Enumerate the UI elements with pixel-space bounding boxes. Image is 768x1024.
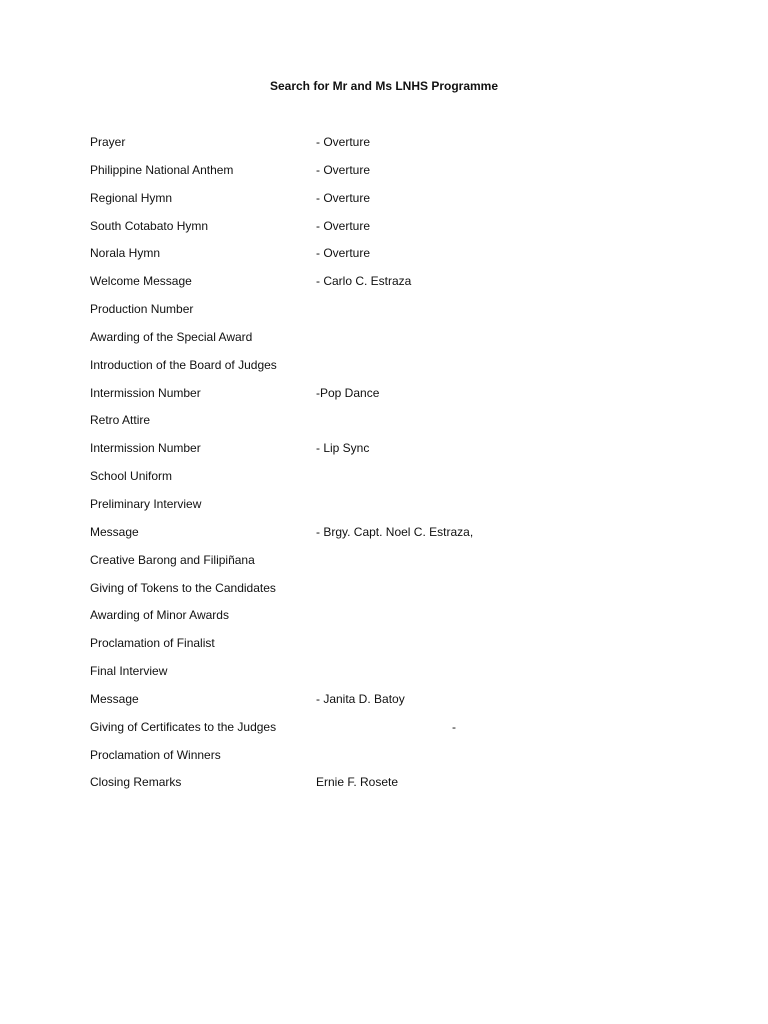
programme-row	[90, 189, 690, 217]
programme-list	[90, 133, 690, 801]
programme-row	[90, 773, 690, 801]
programme-detail: - Lip Sync	[316, 441, 370, 456]
programme-item: Message	[90, 524, 139, 539]
programme-item: Awarding of Minor Awards	[90, 608, 229, 623]
programme-row	[90, 300, 690, 328]
programme-item: South Cotabato Hymn	[90, 218, 209, 233]
programme-item: Introduction of the Board of Judges	[90, 357, 277, 372]
programme-item: Final Interview	[90, 664, 168, 679]
programme-item: Philippine National Anthem	[90, 162, 234, 177]
programme-item: Intermission Number	[90, 441, 201, 456]
programme-item: Giving of Tokens to the Candidates	[90, 580, 276, 595]
programme-item: Production Number	[90, 302, 194, 317]
programme-row	[90, 272, 690, 300]
programme-item: Preliminary Interview	[90, 496, 202, 511]
programme-row	[90, 523, 690, 551]
programme-detail: -Pop Dance	[316, 385, 380, 400]
programme-row	[90, 718, 690, 746]
programme-item: Prayer	[90, 135, 126, 149]
programme-row	[90, 133, 690, 161]
programme-detail: - Overture	[316, 246, 371, 261]
programme-row	[90, 495, 690, 523]
programme-detail: - Carlo C. Estraza	[316, 274, 412, 289]
programme-detail: - Janita D. Batoy	[316, 691, 405, 706]
programme-row	[90, 244, 690, 272]
programme-row	[90, 411, 690, 439]
programme-row	[90, 662, 690, 690]
programme-item: Awarding of the Special Award	[90, 329, 253, 344]
programme-item: Giving of Certificates to the Judges	[90, 719, 277, 734]
programme-item: Welcome Message	[90, 274, 192, 289]
programme-detail: - Brgy. Capt. Noel C. Estraza,	[316, 524, 474, 539]
programme-row	[90, 606, 690, 634]
programme-item: Retro Attire	[90, 413, 151, 428]
programme-dash: -	[452, 719, 456, 734]
programme-detail: Ernie F. Rosete	[316, 775, 399, 790]
programme-detail: - Overture	[316, 190, 371, 205]
programme-row	[90, 384, 690, 412]
programme-item: Creative Barong and Filipiñana	[90, 552, 255, 567]
document-title: Search for Mr and Ms LNHS Programme	[269, 79, 499, 93]
programme-item: Norala Hymn	[90, 246, 161, 261]
programme-item: Regional Hymn	[90, 190, 173, 205]
programme-item: Intermission Number	[90, 385, 201, 400]
programme-row	[90, 746, 690, 774]
programme-row	[90, 551, 690, 579]
programme-row	[90, 634, 690, 662]
programme-item: School Uniform	[90, 469, 173, 484]
programme-detail: - Overture	[316, 218, 371, 233]
programme-row	[90, 579, 690, 607]
programme-row	[90, 217, 690, 245]
programme-row	[90, 328, 690, 356]
programme-item: Proclamation of Finalist	[90, 636, 215, 651]
programme-row	[90, 690, 690, 718]
programme-detail: - Overture	[316, 135, 371, 149]
programme-row	[90, 467, 690, 495]
programme-detail: - Overture	[316, 162, 371, 177]
programme-row	[90, 439, 690, 467]
programme-item: Closing Remarks	[90, 775, 182, 790]
programme-row	[90, 356, 690, 384]
programme-row	[90, 161, 690, 189]
programme-item: Proclamation of Winners	[90, 747, 221, 762]
programme-item: Message	[90, 691, 139, 706]
